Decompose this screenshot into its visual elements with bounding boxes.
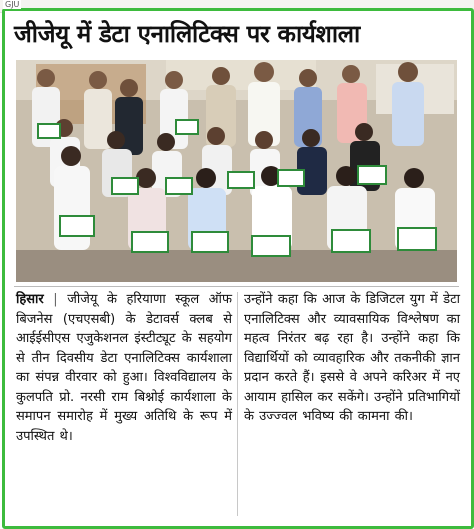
- group-photo-icon: [16, 60, 457, 282]
- article-left-column: [16, 290, 232, 516]
- dateline-separator: |: [53, 292, 58, 307]
- column-divider: [237, 292, 238, 516]
- dateline: हिसार: [16, 292, 44, 307]
- photo-rule: [14, 286, 459, 287]
- article-left-text: जीजेयू के हरियाणा स्कूल ऑफ बिजनेस (एचएसबी) के डेटावर्स क्लब से आईईसीएस एजुकेशनल इंस्टीट्यूट के सहयोग से तीन दिवसीय डेटा एनालिटिक्स कार्यशाला का संपन्न वीरवार को हुआ। विश्वविद्यालय के कुलपति प्रो. नरसी राम बिश्नोई कार्यशाला के समापन समारोह में मुख्य अतिथि के रूप में उपस्थित थे।: [16, 292, 232, 444]
- corner-label: GJU: [5, 0, 20, 9]
- article-right-column: [244, 290, 460, 516]
- article-right-text: उन्होंने कहा कि आज के डिजिटल युग में डेटा एनालिटिक्स और व्यावसायिक विश्लेषण का महत्व निरंतर बढ़ रहा है। उन्होंने कहा कि विद्यार्थियों को व्यावहारिक और तकनीकी ज्ञान प्रदान करते हैं। इससे वे अपने करिअर में नए आयाम हासिल कर सकेंगे। उन्होंने प्रतिभागियों के उज्ज्वल भविष्य की कामना की।: [244, 292, 460, 424]
- group-photo: [16, 60, 457, 282]
- headline: जीजेयू में डेटा एनालिटिक्स पर कार्यशाला: [14, 20, 360, 48]
